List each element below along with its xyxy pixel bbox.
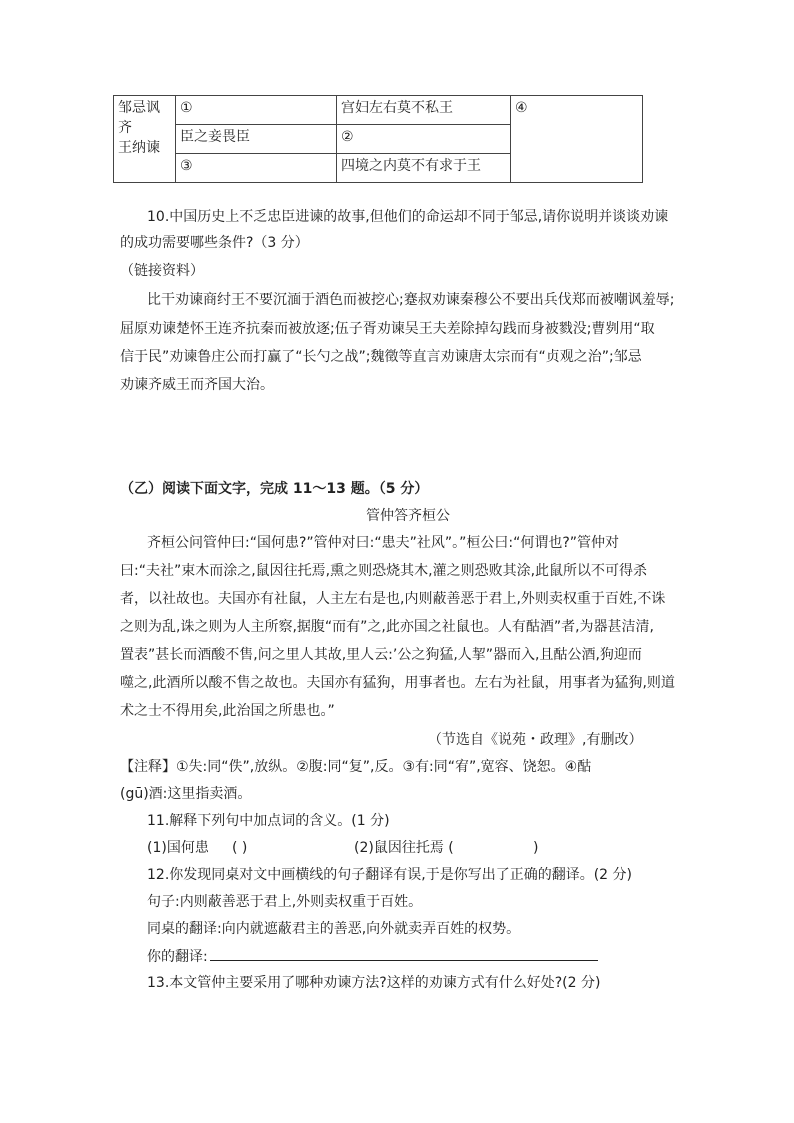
q12-yours-row bbox=[147, 946, 598, 967]
q12-deskmate: 同桌的翻译:向内就遮蔽君主的善恶,向外就卖弄百姓的权势。 bbox=[147, 921, 521, 937]
q13-line: 13.本文管仲主要采用了哪种劝谏方法?这样的劝谏方式有什么好处?(2 分) bbox=[147, 975, 601, 991]
q11-line: 11.解释下列句中加点词的含义。(1 分) bbox=[147, 813, 390, 829]
table-cell-4: ④ bbox=[511, 96, 643, 183]
passage-line1: 齐桓公问管仲曰:“国何患?”管仲对曰:“患夫”社风”。”桓公曰:“何谓也?”管仲对 bbox=[147, 535, 620, 551]
table-cell-8: 四境之内莫不有求于王 bbox=[337, 154, 511, 183]
q12-line: 12.你发现同桌对文中画横线的句子翻译有误,于是你写出了正确的翻译。(2 分) bbox=[147, 867, 632, 883]
q11-item2: (2)鼠因往托焉 ( bbox=[354, 840, 454, 856]
table-cell-5: 臣之妾畏臣 bbox=[176, 125, 337, 154]
section-b-heading: （乙）阅读下面文字，完成 11～13 题。（5 分） bbox=[120, 481, 429, 497]
q12-yours-label: 你的翻译: bbox=[147, 949, 208, 965]
passage-line2: 曰:“夫社”束木而涂之,鼠因往托焉,熏之则恐烧其木,灌之则恐败其涂,此鼠所以不可得杀 bbox=[120, 563, 648, 579]
passage-title: 管仲答齐桓公 bbox=[366, 508, 450, 524]
table-cell-1: ① bbox=[176, 96, 337, 125]
q10-line1: 10.中国历史上不乏忠臣进谏的故事,但他们的命运却不同于邹忌,请你说明并谈谈劝谏 bbox=[147, 209, 669, 225]
table-cell-6: ② bbox=[337, 125, 511, 154]
q10-para-line3: 信于民”劝谏鲁庄公而打赢了“长勺之战”;魏徵等直言劝谏唐太宗而有“贞观之治”;邹忌 bbox=[120, 349, 642, 365]
table-cell-title bbox=[114, 96, 176, 183]
notes-line2: (gū)酒:这里指卖酒。 bbox=[120, 786, 252, 802]
comparison-table bbox=[113, 95, 643, 183]
notes-line1: 【注释】①失:同“佚”,放纵。②腹:同“复”,反。③有:同“宥”,宽容、饶恕。④酤 bbox=[120, 759, 592, 775]
passage-line7: 术之士不得用矣,此治国之所患也。” bbox=[120, 703, 335, 719]
passage-line5: 置表”甚长而酒酸不售,问之里人其故,里人云:’公之狗猛,人挈”器而入,且酤公酒,狗迎而 bbox=[120, 647, 642, 663]
q11-item1: (1)国何患 bbox=[147, 840, 209, 856]
q11-item1-blank[interactable]: ( ) bbox=[232, 840, 248, 856]
table-cell-7: ③ bbox=[176, 154, 337, 183]
q10-link-label: （链接资料） bbox=[120, 263, 204, 279]
q10-para-line1: 比干劝谏商纣王不要沉湎于酒色而被挖心;蹇叔劝谏秦穆公不要出兵伐郑而被嘲讽羞辱; bbox=[147, 292, 675, 308]
q11-item2-close: ) bbox=[533, 840, 539, 856]
q10-para-line2: 屈原劝谏楚怀王连齐抗秦而被放逐;伍子胥劝谏吴王夫差除掉勾践而身被戮没;曹刿用“取 bbox=[120, 321, 655, 337]
table-title-line1: 邹忌讽齐 bbox=[118, 100, 160, 136]
table-title-line2: 王纳谏 bbox=[118, 140, 160, 156]
passage-line3: 者，以社故也。夫国亦有社鼠，人主左右是也,内则蔽善恶于君上,外则卖权重于百姓,不诛 bbox=[120, 591, 666, 607]
table-cell-2: 宫妇左右莫不私王 bbox=[337, 96, 511, 125]
q10-para-line4: 劝谏齐威王而齐国大治。 bbox=[120, 377, 274, 393]
q12-answer-blank[interactable] bbox=[210, 946, 598, 961]
passage-line6: 噬之,此酒所以酸不售之故也。夫国亦有猛狗，用事者也。左右为社鼠，用事者为猛狗,则道 bbox=[120, 675, 675, 691]
q12-sentence: 句子:内则蔽善恶于君上,外则卖权重于百姓。 bbox=[147, 894, 423, 910]
passage-source: （节选自《说苑・政理》,有删改） bbox=[428, 732, 643, 748]
passage-line4: 之则为乱,诛之则为人主所察,据腹“而有”之,此亦国之社鼠也。人有酤酒”者,为器甚洁清, bbox=[120, 619, 655, 635]
q10-line2: 的成功需要哪些条件?（3 分） bbox=[120, 235, 309, 251]
